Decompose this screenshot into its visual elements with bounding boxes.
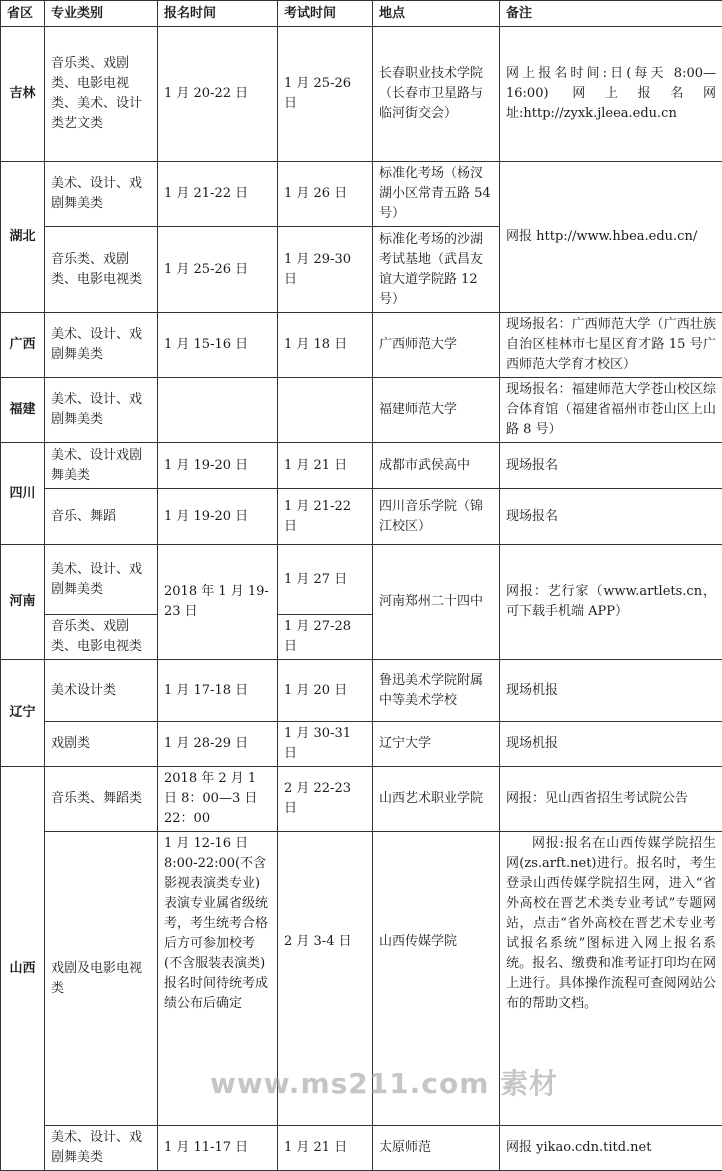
province-cell: 广西	[1, 313, 45, 378]
registration-time-cell: 1 月 15-16 日	[158, 313, 278, 378]
header-location: 地点	[373, 1, 500, 27]
exam-time-cell	[278, 378, 373, 443]
exam-time-cell: 1 月 18 日	[278, 313, 373, 378]
category-cell: 美术、设计、戏剧舞美类	[45, 545, 158, 615]
exam-time-cell: 1 月 26 日	[278, 162, 373, 227]
table-row	[1, 545, 722, 615]
category-cell: 音乐类、戏剧类、电影电视类、美术、设计类艺文类	[45, 27, 158, 162]
notes-cell: 现场报名	[500, 443, 722, 489]
category-cell: 美术设计类	[45, 660, 158, 722]
header-exam-time: 考试时间	[278, 1, 373, 27]
location-cell: 辽宁大学	[373, 722, 500, 767]
exam-time-cell: 1 月 27 日	[278, 545, 373, 615]
province-cell: 湖北	[1, 162, 45, 313]
table-row	[1, 832, 722, 1126]
notes-cell: 现场报名：广西师范大学（广西壮族自治区桂林市七星区育才路 15 号广西师范大学育才校区）	[500, 313, 722, 378]
category-cell: 音乐、舞蹈	[45, 489, 158, 545]
location-cell: 福建师范大学	[373, 378, 500, 443]
category-cell: 音乐类、戏剧类、电影电视类	[45, 615, 158, 660]
registration-time-cell: 1 月 25-26 日	[158, 227, 278, 313]
category-cell: 美术、设计、戏剧舞美类	[45, 1126, 158, 1171]
notes-cell: 网报 yikao.cdn.titd.net	[500, 1126, 722, 1171]
notes-cell: 网报：艺行家（www.artlets.cn，可下载手机端 APP）	[500, 545, 722, 660]
location-cell: 广西师范大学	[373, 313, 500, 378]
table-row	[1, 767, 722, 832]
category-cell: 美术、设计、戏剧舞美类	[45, 162, 158, 227]
table-row	[1, 660, 722, 722]
registration-time-cell: 1 月 28-29 日	[158, 722, 278, 767]
header-notes: 备注	[500, 1, 722, 27]
location-cell: 山西传媒学院	[373, 832, 500, 1126]
registration-time-cell: 2018 年 1 月 19-23 日	[158, 545, 278, 660]
registration-time-cell: 1 月 12-16 日 8:00-22:00(不含影视表演类专业)表演专业属省级统考，考生统考合格后方可参加校考(不含服装表演类)报名时间待统考成绩公布后确定	[158, 832, 278, 1126]
registration-time-cell: 1 月 21-22 日	[158, 162, 278, 227]
exam-time-cell: 1 月 29-30 日	[278, 227, 373, 313]
category-cell: 美术、设计、戏剧舞美类	[45, 313, 158, 378]
registration-time-cell: 1 月 17-18 日	[158, 660, 278, 722]
registration-time-cell	[158, 378, 278, 443]
header-province: 省区	[1, 1, 45, 27]
exam-time-cell: 1 月 21-22 日	[278, 489, 373, 545]
location-cell: 长春职业技术学院（长春市卫星路与临河街交会）	[373, 27, 500, 162]
exam-time-cell: 1 月 25-26 日	[278, 27, 373, 162]
notes-cell: 现场机报	[500, 722, 722, 767]
watermark: www.ms211.com 素材	[210, 1062, 558, 1102]
exam-time-cell: 1 月 20 日	[278, 660, 373, 722]
location-cell: 山西艺术职业学院	[373, 767, 500, 832]
exam-time-cell: 2 月 22-23 日	[278, 767, 373, 832]
table-row	[1, 1126, 722, 1171]
location-cell: 成都市武侯高中	[373, 443, 500, 489]
location-cell: 标准化考场的沙湖考试基地（武昌友谊大道学院路 12 号）	[373, 227, 500, 313]
category-cell: 戏剧及电影电视类	[45, 832, 158, 1126]
header-registration-time: 报名时间	[158, 1, 278, 27]
exam-time-cell: 1 月 21 日	[278, 443, 373, 489]
table-row	[1, 443, 722, 489]
province-cell: 山西	[1, 767, 45, 1171]
exam-time-cell: 1 月 27-28 日	[278, 615, 373, 660]
table-row	[1, 722, 722, 767]
registration-time-cell: 1 月 11-17 日	[158, 1126, 278, 1171]
notes-cell: 网报:报名在山西传媒学院招生网(zs.arft.net)进行。报名时，考生登录山西传媒学院招生网，进入“省外高校在晋艺术类专业考试”专题网站，点击“省外高校在晋艺术专业考试报名系统”图标进入网上报名系统。报名、缴费和准考证打印均在网上进行。具体操作流程可查阅网站公布的帮助文档。	[500, 832, 722, 1126]
province-cell: 河南	[1, 545, 45, 660]
registration-time-cell: 1 月 19-20 日	[158, 489, 278, 545]
exam-time-cell: 2 月 3-4 日	[278, 832, 373, 1126]
category-cell: 美术、设计戏剧舞美类	[45, 443, 158, 489]
location-cell: 鲁迅美术学院附属中等美术学校	[373, 660, 500, 722]
category-cell: 音乐类、戏剧类、电影电视类	[45, 227, 158, 313]
province-cell: 辽宁	[1, 660, 45, 767]
notes-cell: 网上报名时间:日(每天 8:00—16:00) 网上报名网址:http://zyxk.jleea.edu.cn	[500, 27, 722, 162]
table-row	[1, 378, 722, 443]
exam-time-cell: 1 月 30-31 日	[278, 722, 373, 767]
location-cell: 河南郑州二十四中	[373, 545, 500, 660]
category-cell: 音乐类、舞蹈类	[45, 767, 158, 832]
registration-time-cell: 2018 年 2 月 1 日 8：00—3 日 22：00	[158, 767, 278, 832]
table-row	[1, 162, 722, 227]
notes-cell: 现场报名：福建师范大学苍山校区综合体育馆（福建省福州市苍山区上山路 8 号）	[500, 378, 722, 443]
header-category: 专业类别	[45, 1, 158, 27]
province-cell: 福建	[1, 378, 45, 443]
location-cell: 太原师范	[373, 1126, 500, 1171]
notes-cell: 网报：见山西省招生考试院公告	[500, 767, 722, 832]
location-cell: 四川音乐学院（锦江校区）	[373, 489, 500, 545]
category-cell: 戏剧类	[45, 722, 158, 767]
notes-cell: 网报 http://www.hbea.edu.cn/	[500, 162, 722, 313]
table-row	[1, 313, 722, 378]
province-cell: 吉林	[1, 27, 45, 162]
registration-time-cell: 1 月 20-22 日	[158, 27, 278, 162]
table-row	[1, 489, 722, 545]
table-row	[1, 27, 722, 162]
notes-cell: 现场机报	[500, 660, 722, 722]
category-cell: 美术、设计、戏剧舞美类	[45, 378, 158, 443]
header-row	[1, 1, 722, 27]
notes-cell: 现场报名	[500, 489, 722, 545]
location-cell: 标准化考场（杨汊湖小区常青五路 54 号）	[373, 162, 500, 227]
exam-time-cell: 1 月 21 日	[278, 1126, 373, 1171]
province-cell: 四川	[1, 443, 45, 545]
registration-time-cell: 1 月 19-20 日	[158, 443, 278, 489]
